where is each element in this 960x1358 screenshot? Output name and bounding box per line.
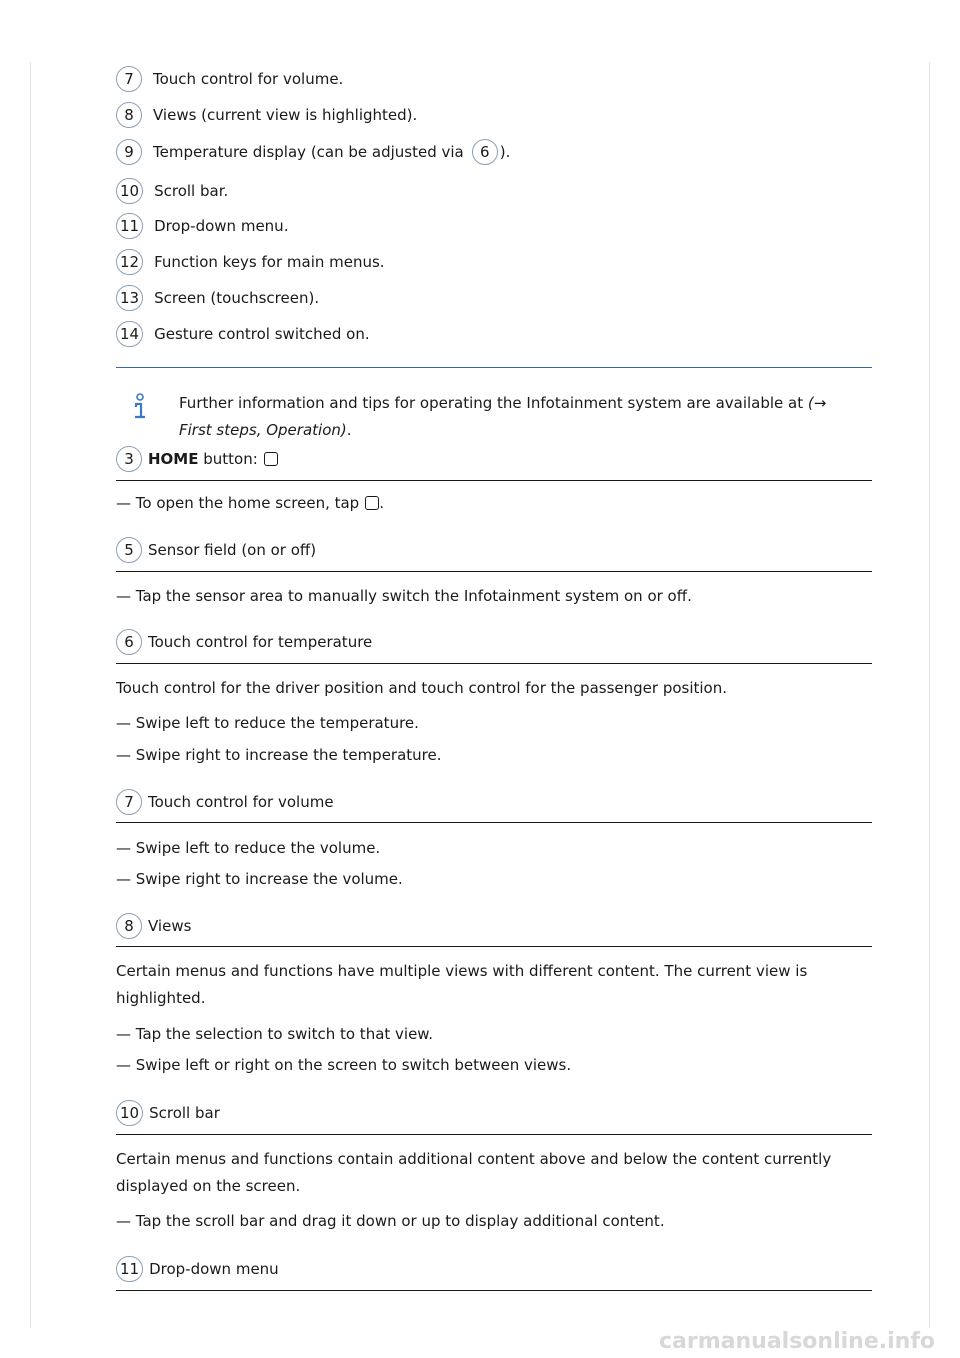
views-intro-line1: Certain menus and functions have multiple views with different content. The current view is xyxy=(116,962,808,980)
section-divider xyxy=(116,663,872,664)
scroll-bullet: — Tap the scroll bar and drag it down or up to display additional content. xyxy=(116,1212,665,1230)
callout-badge: 7 xyxy=(116,789,142,815)
section-title: Touch control for temperature xyxy=(148,633,373,651)
callout-badge: 11 xyxy=(116,213,143,239)
temperature-bullet: — Swipe left to reduce the temperature. xyxy=(116,714,419,732)
callout-badge: 8 xyxy=(116,102,142,128)
views-bullet: — Swipe left or right on the screen to switch between views. xyxy=(116,1056,572,1074)
callout-badge: 10 xyxy=(116,1100,143,1126)
legend-text: Views (current view is highlighted). xyxy=(153,106,418,124)
legend-item-12 xyxy=(116,249,385,275)
callout-badge: 7 xyxy=(116,66,142,92)
callout-badge: 5 xyxy=(116,537,142,563)
info-icon xyxy=(130,393,150,423)
temperature-heading xyxy=(116,629,372,655)
section-divider xyxy=(116,480,872,481)
info-text-line1: Further information and tips for operating the Infotainment system are available at (→ xyxy=(179,394,827,412)
section-divider xyxy=(116,946,872,947)
legend-item-7 xyxy=(116,66,343,92)
section-title: Views xyxy=(148,917,192,935)
volume-bullet: — Swipe right to increase the volume. xyxy=(116,870,403,888)
volume-heading xyxy=(116,789,334,815)
legend-text: Touch control for volume. xyxy=(153,70,344,88)
section-title: Drop-down menu xyxy=(149,1260,279,1278)
sensor-instruction: — Tap the sensor area to manually switch the Infotainment system on or off. xyxy=(116,587,692,605)
legend-text: Function keys for main menus. xyxy=(154,253,385,271)
legend-item-10 xyxy=(116,178,228,204)
info-divider xyxy=(116,367,872,368)
legend-text-after: ). xyxy=(499,143,511,161)
scroll-intro-line2: displayed on the screen. xyxy=(116,1177,301,1195)
legend-text: Gesture control switched on. xyxy=(154,325,370,343)
callout-badge: 13 xyxy=(116,285,143,311)
views-heading xyxy=(116,913,191,939)
legend-item-13 xyxy=(116,285,319,311)
temperature-intro: Touch control for the driver position and touch control for the passenger position. xyxy=(116,679,728,697)
callout-badge: 3 xyxy=(116,446,142,472)
dropdown-heading xyxy=(116,1256,279,1282)
home-button-icon xyxy=(365,496,379,510)
legend-item-9 xyxy=(116,139,510,165)
legend-item-11 xyxy=(116,213,288,239)
left-margin-line xyxy=(30,62,31,1328)
temperature-bullet: — Swipe right to increase the temperature. xyxy=(116,746,442,764)
legend-item-14 xyxy=(116,321,370,347)
section-title: Touch control for volume xyxy=(148,793,334,811)
home-heading xyxy=(116,446,278,472)
callout-ref-badge: 6 xyxy=(472,139,498,165)
section-divider xyxy=(116,1134,872,1135)
legend-text: Screen (touchscreen). xyxy=(154,289,320,307)
home-instruction: — To open the home screen, tap . xyxy=(116,494,384,512)
scroll-intro-line1: Certain menus and functions contain additional content above and below the content currently xyxy=(116,1150,832,1168)
callout-badge: 8 xyxy=(116,913,142,939)
callout-badge: 9 xyxy=(116,139,142,165)
callout-badge: 10 xyxy=(116,178,143,204)
sensor-heading xyxy=(116,537,316,563)
home-button-icon xyxy=(264,452,278,466)
home-label-bold: HOME xyxy=(148,450,199,468)
info-text-line2: First steps, Operation). xyxy=(179,421,352,439)
home-label: button: xyxy=(198,450,258,468)
callout-badge: 12 xyxy=(116,249,143,275)
legend-text: Drop-down menu. xyxy=(154,217,289,235)
volume-bullet: — Swipe left to reduce the volume. xyxy=(116,839,381,857)
views-intro-line2: highlighted. xyxy=(116,989,206,1007)
legend-item-8 xyxy=(116,102,417,128)
legend-text: Temperature display (can be adjusted via xyxy=(153,143,464,161)
section-title: Scroll bar xyxy=(149,1104,220,1122)
callout-badge: 11 xyxy=(116,1256,143,1282)
callout-badge: 14 xyxy=(116,321,143,347)
scroll-heading xyxy=(116,1100,220,1126)
legend-text: Scroll bar. xyxy=(154,182,229,200)
watermark: carmanualsonline.info xyxy=(659,1329,935,1354)
callout-badge: 6 xyxy=(116,629,142,655)
section-title: Sensor field (on or off) xyxy=(148,541,317,559)
views-bullet: — Tap the selection to switch to that view. xyxy=(116,1025,433,1043)
info-link-text[interactable]: First steps, Operation) xyxy=(179,421,347,439)
info-link[interactable]: (→ xyxy=(807,394,827,412)
section-divider xyxy=(116,822,872,823)
section-divider xyxy=(116,571,872,572)
right-margin-line xyxy=(929,62,930,1328)
section-divider xyxy=(116,1290,872,1291)
